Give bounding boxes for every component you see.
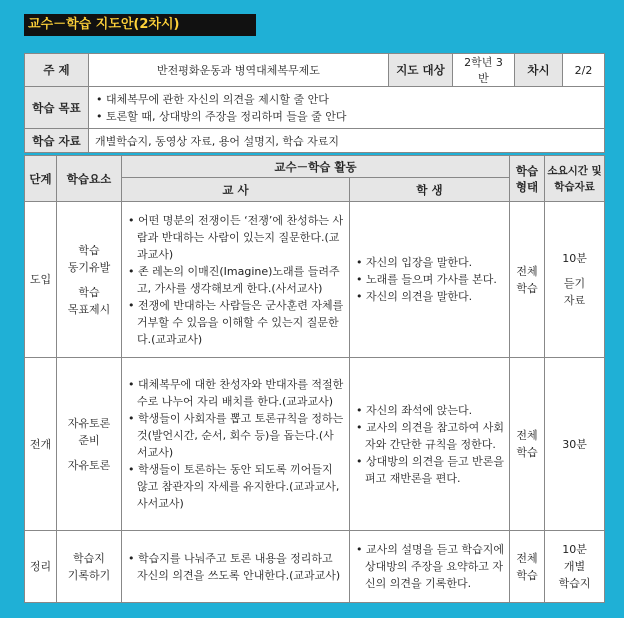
student-cell bbox=[350, 202, 510, 358]
form-cell bbox=[510, 531, 545, 603]
table-row bbox=[25, 202, 605, 358]
lesson-activity-table bbox=[24, 155, 605, 603]
student-item: • 노래를 들으며 가사를 본다. bbox=[356, 273, 497, 286]
header-form-line: 학습 bbox=[515, 163, 539, 178]
student-item: • 상대방의 의견을 듣고 반론을 펴고 재반론을 편다. bbox=[356, 454, 504, 485]
goal-label: 학습 목표 bbox=[25, 87, 89, 129]
header-student: 학 생 bbox=[350, 178, 510, 202]
time-line: 개별 bbox=[563, 560, 586, 573]
header-form bbox=[510, 156, 545, 202]
header-time-line: 학습자료 bbox=[554, 180, 595, 193]
lesson-info-table bbox=[24, 53, 605, 153]
materials-value: 개별학습지, 동영상 자료, 용어 설명지, 학습 자료지 bbox=[89, 129, 605, 153]
form-line: 전체 bbox=[516, 551, 538, 565]
element-cell bbox=[57, 202, 122, 358]
teacher-cell bbox=[122, 531, 350, 603]
student-item: • 자신의 입장을 말한다. bbox=[356, 256, 473, 269]
target-label: 지도 대상 bbox=[389, 54, 453, 87]
student-item: • 자신의 좌석에 앉는다. bbox=[356, 403, 473, 417]
time-cell bbox=[545, 358, 605, 531]
goal-item: • 대체복무에 관한 자신의 의견을 제시할 줄 안다 bbox=[96, 92, 329, 106]
time-line: 10분 bbox=[562, 252, 587, 265]
stage-cell: 정리 bbox=[25, 531, 57, 603]
time-line: 학습지 bbox=[558, 577, 591, 590]
element-line: 자유토론 bbox=[67, 416, 111, 430]
stage-cell: 도입 bbox=[25, 202, 57, 358]
time-cell bbox=[545, 531, 605, 603]
time-line: 30분 bbox=[562, 437, 587, 451]
element-line: 학습 bbox=[78, 243, 100, 257]
goal-list bbox=[89, 87, 605, 129]
student-cell bbox=[350, 358, 510, 531]
goal-item: • 토론할 때, 상대방의 주장을 정리하며 들을 줄 안다 bbox=[96, 109, 347, 123]
element-line: 기록하기 bbox=[67, 568, 111, 582]
time-cell bbox=[545, 202, 605, 358]
header-teacher: 교 사 bbox=[122, 178, 350, 202]
form-line: 전체 bbox=[516, 429, 538, 442]
header-time-line: 소요시간 및 bbox=[547, 164, 602, 177]
materials-label: 학습 자료 bbox=[25, 129, 89, 153]
teacher-cell bbox=[122, 358, 350, 531]
element-line: 준비 bbox=[78, 433, 100, 447]
time-line: 듣기 bbox=[563, 277, 586, 290]
topic-value: 반전평화운동과 병역대체복무제도 bbox=[89, 54, 389, 87]
target-value: 2학년 3반 bbox=[453, 54, 515, 87]
table-row bbox=[25, 531, 605, 603]
student-cell bbox=[350, 531, 510, 603]
teacher-item: • 학생들이 토론하는 동안 되도록 끼어들지 않고 참관자의 자세를 유지한다.(교과교사, 사서교사) bbox=[128, 463, 340, 510]
element-cell bbox=[57, 358, 122, 531]
element-line: 학습 bbox=[78, 285, 100, 299]
form-line: 학습 bbox=[516, 568, 538, 582]
teacher-cell bbox=[122, 202, 350, 358]
teacher-item: • 존 레논의 이매진(Imagine)노래를 들려주고, 가사를 생각해보게 한다.(사서교사) bbox=[128, 264, 340, 295]
topic-label: 주 제 bbox=[25, 54, 89, 87]
teacher-item: • 전쟁에 반대하는 사람들은 군사훈련 자체를 거부할 수 있음을 이해할 수 있는지 질문한다.(교과교사) bbox=[128, 298, 344, 346]
teacher-item: • 학습지를 나눠주고 토론 내용을 정리하고 자신의 의견을 쓰도록 안내한다.(교과교사) bbox=[128, 551, 341, 582]
student-item: • 교사의 설명을 듣고 학습지에 상대방의 주장을 요약하고 자신의 의견을 기록한다. bbox=[356, 543, 504, 590]
teacher-item: • 어떤 명분의 전쟁이든 ‘전쟁’에 찬성하는 사람과 반대하는 사람이 있는지 질문한다.(교과교사) bbox=[128, 213, 344, 261]
header-element: 학습요소 bbox=[57, 156, 122, 202]
student-item: • 자신의 의견을 말한다. bbox=[356, 290, 473, 303]
form-line: 학습 bbox=[516, 281, 538, 295]
header-activity: 교수－학습 활동 bbox=[122, 156, 510, 178]
element-line: 학습지 bbox=[73, 551, 105, 565]
header-form-line: 형태 bbox=[515, 179, 539, 194]
header-stage: 단계 bbox=[25, 156, 57, 202]
header-time bbox=[545, 156, 605, 202]
table-row bbox=[25, 358, 605, 531]
form-cell bbox=[510, 358, 545, 531]
form-cell bbox=[510, 202, 545, 358]
element-line: 목표제시 bbox=[67, 302, 111, 316]
element-line: 자유토론 bbox=[67, 458, 111, 472]
session-label: 차시 bbox=[515, 54, 563, 87]
stage-cell: 전개 bbox=[25, 358, 57, 531]
teacher-item: • 대체복무에 대한 찬성자와 반대자를 적절한 수로 나누어 자리 배치를 한다.(교과교사) bbox=[128, 378, 344, 408]
session-value: 2/2 bbox=[563, 54, 605, 87]
element-line: 동기유발 bbox=[67, 260, 111, 274]
element-cell bbox=[57, 531, 122, 603]
time-line: 10분 bbox=[562, 543, 587, 556]
time-line: 자료 bbox=[563, 294, 586, 307]
form-line: 학습 bbox=[516, 446, 538, 459]
student-item: • 교사의 의견을 참고하여 사회자와 간단한 규칙을 정한다. bbox=[356, 420, 504, 451]
form-line: 전체 bbox=[516, 264, 538, 278]
page-title: 교수－학습 지도안(2차시) bbox=[24, 14, 256, 36]
teacher-item: • 학생들이 사회자를 뽑고 토론규칙을 정하는 것(발언시간, 순서, 회수 등)을 돕는다.(사서교사) bbox=[128, 412, 344, 459]
